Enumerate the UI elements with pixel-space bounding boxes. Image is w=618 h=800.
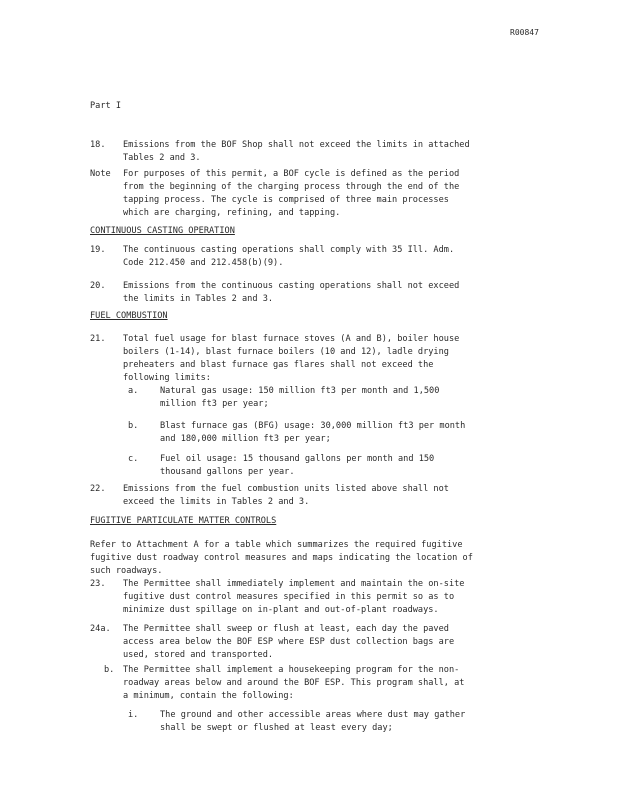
text-line: roadway areas below and around the BOF ESP. This program shall, at [123,678,465,688]
note-text [123,168,523,220]
fugitive-intro [90,539,530,578]
text-line: used, stored and transported. [123,650,274,660]
text-line: Total fuel usage for blast furnace stoves (A and B), boiler house [123,334,460,344]
text-line: Emissions from the fuel combustion units listed above shall not [123,484,449,494]
text-line: which are charging, refining, and tapping. [123,208,341,218]
item-number: 19. [90,245,106,255]
part-label: Part I [90,101,122,111]
document-id: R00847 [510,28,539,37]
subitem-text [160,453,525,479]
subitem-text [160,709,525,735]
text-line: Emissions from the BOF Shop shall not exceed the limits in attached [123,140,470,150]
text-line: The Permittee shall immediately implement and maintain the on-site [123,579,465,589]
item-text [123,578,523,617]
item-number: 24a. [90,624,111,634]
item-text [123,623,523,662]
item-text [123,664,523,703]
text-line: following limits: [123,373,211,383]
text-line: shall be swept or flushed at least every day; [160,723,393,733]
subitem-letter: a. [128,386,139,396]
text-line: The continuous casting operations shall comply with 35 Ill. Adm. [123,245,455,255]
text-line: preheaters and blast furnace gas flares shall not exceed the [123,360,434,370]
subitem-text [160,385,525,411]
subitem-letter: i. [128,710,139,720]
text-line: Fuel oil usage: 15 thousand gallons per month and 150 [160,454,435,464]
text-line: exceed the limits in Tables 2 and 3. [123,497,310,507]
subitem-letter: c. [128,454,139,464]
text-line: The Permittee shall implement a housekeeping program for the non- [123,665,460,675]
text-line: boilers (1-14), blast furnace boilers (10 and 12), ladle drying [123,347,449,357]
text-line: and 180,000 million ft3 per year; [160,434,331,444]
text-line: Code 212.450 and 212.458(b)(9). [123,258,284,268]
note-label: Note [90,169,111,179]
item-number: 21. [90,334,106,344]
subitem-letter: b. [128,421,139,431]
text-line: The Permittee shall sweep or flush at least, each day the paved [123,624,449,634]
item-text [123,333,523,385]
text-line: from the beginning of the charging process through the end of the [123,182,460,192]
text-line: Emissions from the continuous casting operations shall not exceed [123,281,460,291]
item-number: 20. [90,281,106,291]
text-line: Blast furnace gas (BFG) usage: 30,000 million ft3 per month [160,421,466,431]
text-line: fugitive dust roadway control measures and maps indicating the location of [90,553,473,563]
text-line: thousand gallons per year. [160,467,295,477]
text-line: tapping process. The cycle is comprised of three main processes [123,195,449,205]
text-line: such roadways. [90,566,163,576]
text-line: Tables 2 and 3. [123,153,201,163]
text-line: million ft3 per year; [160,399,269,409]
subitem-text [160,420,525,446]
text-line: Natural gas usage: 150 million ft3 per month and 1,500 [160,386,440,396]
item-number: 23. [90,579,106,589]
text-line: For purposes of this permit, a BOF cycle is defined as the period [123,169,460,179]
section-heading-fugitive: FUGITIVE PARTICULATE MATTER CONTROLS [90,516,277,526]
item-text [123,280,523,306]
item-text [123,244,523,270]
item-number: 18. [90,140,106,150]
item-number: 22. [90,484,106,494]
item-number: b. [104,665,115,675]
section-heading-continuous-casting: CONTINUOUS CASTING OPERATION [90,226,235,236]
text-line: a minimum, contain the following: [123,691,294,701]
text-line: Refer to Attachment A for a table which summarizes the required fugitive [90,540,463,550]
item-text [123,139,523,165]
item-text [123,483,523,509]
section-heading-fuel-combustion: FUEL COMBUSTION [90,311,168,321]
text-line: access area below the BOF ESP where ESP dust collection bags are [123,637,455,647]
text-line: the limits in Tables 2 and 3. [123,294,274,304]
text-line: fugitive dust control measures specified in this permit so as to [123,592,455,602]
text-line: The ground and other accessible areas where dust may gather [160,710,466,720]
text-line: minimize dust spillage on in-plant and out-of-plant roadways. [123,605,439,615]
